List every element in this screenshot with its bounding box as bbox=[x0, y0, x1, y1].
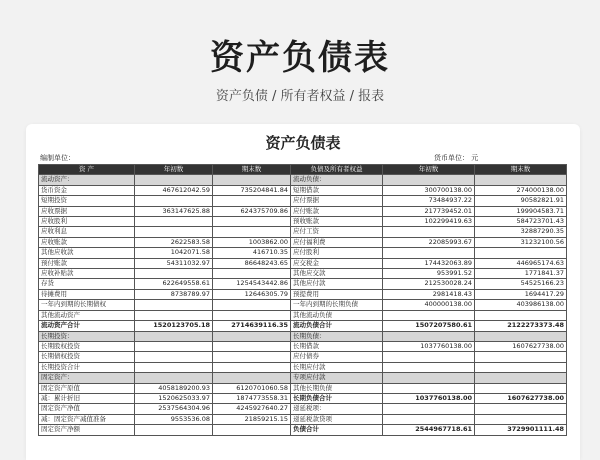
asset-name-cell: 存货 bbox=[39, 279, 135, 289]
liability-begin-cell: 1037760138.00 bbox=[383, 341, 475, 351]
liability-begin-cell bbox=[383, 175, 475, 185]
liability-begin-cell: 1037760138.00 bbox=[383, 393, 475, 403]
liability-name-cell: 短期借款 bbox=[291, 185, 383, 195]
liability-begin-cell bbox=[383, 383, 475, 393]
table-row bbox=[39, 217, 567, 227]
asset-begin-cell: 1520625033.97 bbox=[135, 393, 213, 403]
asset-begin-cell: 1520123705.18 bbox=[135, 321, 213, 331]
asset-name-cell: 短期投资 bbox=[39, 196, 135, 206]
asset-name-cell: 减：累计折旧 bbox=[39, 393, 135, 403]
liability-name-cell: 应付股利 bbox=[291, 248, 383, 258]
liability-name-cell: 长期负债合计 bbox=[291, 393, 383, 403]
table-row bbox=[39, 414, 567, 424]
liability-end-cell: 1607627738.00 bbox=[475, 393, 567, 403]
liability-name-cell: 流动负债： bbox=[291, 175, 383, 185]
currency-label: 货币单位： 元 bbox=[434, 154, 479, 162]
liability-end-cell: 54525166.23 bbox=[475, 279, 567, 289]
table-row bbox=[39, 279, 567, 289]
liability-begin-cell bbox=[383, 414, 475, 424]
asset-name-cell: 应收账款 bbox=[39, 237, 135, 247]
liability-begin-cell bbox=[383, 362, 475, 372]
page-title: 资产负债表 bbox=[210, 38, 390, 78]
liability-end-cell: 3729901111.48 bbox=[475, 425, 567, 435]
liability-end-cell bbox=[475, 373, 567, 383]
table-row bbox=[39, 383, 567, 393]
liability-begin-cell: 2544967718.61 bbox=[383, 425, 475, 435]
asset-end-cell: 6120701060.58 bbox=[213, 383, 291, 393]
liability-end-cell: 199904583.71 bbox=[475, 206, 567, 216]
asset-begin-cell bbox=[135, 341, 213, 351]
table-row bbox=[39, 248, 567, 258]
liability-begin-cell: 73484937.22 bbox=[383, 196, 475, 206]
asset-end-cell bbox=[213, 373, 291, 383]
liability-begin-cell bbox=[383, 404, 475, 414]
table-row bbox=[39, 227, 567, 237]
liability-begin-cell: 212530028.24 bbox=[383, 279, 475, 289]
liability-begin-cell: 217739452.01 bbox=[383, 206, 475, 216]
liability-begin-cell: 1507207580.61 bbox=[383, 321, 475, 331]
liability-begin-cell bbox=[383, 227, 475, 237]
asset-end-cell bbox=[213, 425, 291, 435]
asset-begin-cell bbox=[135, 352, 213, 362]
sheet-card bbox=[26, 124, 580, 460]
asset-name-cell: 固定资产原值 bbox=[39, 383, 135, 393]
liability-name-cell: 流动负债合计 bbox=[291, 321, 383, 331]
table-row bbox=[39, 362, 567, 372]
asset-begin-cell bbox=[135, 217, 213, 227]
liability-begin-cell bbox=[383, 310, 475, 320]
asset-end-cell bbox=[213, 217, 291, 227]
liability-begin-cell: 102299419.63 bbox=[383, 217, 475, 227]
liability-name-cell: 专项应付款 bbox=[291, 373, 383, 383]
liability-end-cell bbox=[475, 248, 567, 258]
liability-end-cell: 2122273373.48 bbox=[475, 321, 567, 331]
liability-name-cell: 负债合计 bbox=[291, 425, 383, 435]
asset-end-cell: 12646305.79 bbox=[213, 289, 291, 299]
asset-end-cell: 21859215.15 bbox=[213, 414, 291, 424]
asset-name-cell: 待摊费用 bbox=[39, 289, 135, 299]
liability-end-cell: 584723701.43 bbox=[475, 217, 567, 227]
asset-name-cell: 一年内到期的长期债权 bbox=[39, 300, 135, 310]
asset-name-cell: 流动资产： bbox=[39, 175, 135, 185]
asset-end-cell: 1874773558.31 bbox=[213, 393, 291, 403]
asset-end-cell bbox=[213, 175, 291, 185]
asset-begin-cell: 2537564304.96 bbox=[135, 404, 213, 414]
liability-begin-cell: 2981418.43 bbox=[383, 289, 475, 299]
asset-begin-cell bbox=[135, 227, 213, 237]
asset-begin-cell: 622649558.61 bbox=[135, 279, 213, 289]
table-row bbox=[39, 404, 567, 414]
section-row bbox=[39, 175, 567, 185]
asset-end-cell: 1003862.00 bbox=[213, 237, 291, 247]
asset-name-cell: 应收补贴款 bbox=[39, 269, 135, 279]
liability-begin-cell bbox=[383, 352, 475, 362]
asset-begin-cell bbox=[135, 362, 213, 372]
asset-name-cell: 减：固定资产减值准备 bbox=[39, 414, 135, 424]
table-row bbox=[39, 310, 567, 320]
asset-begin-cell bbox=[135, 175, 213, 185]
liability-end-cell: 32887290.35 bbox=[475, 227, 567, 237]
asset-end-cell bbox=[213, 227, 291, 237]
liability-end-cell: 90582821.91 bbox=[475, 196, 567, 206]
asset-end-cell bbox=[213, 310, 291, 320]
asset-begin-cell bbox=[135, 310, 213, 320]
table-row bbox=[39, 258, 567, 268]
asset-begin-cell bbox=[135, 331, 213, 341]
asset-end-cell: 4245927640.27 bbox=[213, 404, 291, 414]
page-subtitle: 资产负债 / 所有者权益 / 报表 bbox=[215, 89, 385, 104]
header-liabilities-end: 期末数 bbox=[475, 165, 567, 175]
liability-begin-cell: 300700138.00 bbox=[383, 185, 475, 195]
liability-end-cell bbox=[475, 352, 567, 362]
liability-begin-cell bbox=[383, 248, 475, 258]
liability-name-cell: 其他长期负债 bbox=[291, 383, 383, 393]
asset-end-cell: 416710.35 bbox=[213, 248, 291, 258]
liability-name-cell: 一年内到期的长期负债 bbox=[291, 300, 383, 310]
asset-end-cell: 2714639116.35 bbox=[213, 321, 291, 331]
liability-end-cell: 274000138.00 bbox=[475, 185, 567, 195]
liability-name-cell: 应付福利费 bbox=[291, 237, 383, 247]
asset-begin-cell bbox=[135, 425, 213, 435]
liability-begin-cell bbox=[383, 331, 475, 341]
asset-name-cell: 货币资金 bbox=[39, 185, 135, 195]
asset-end-cell bbox=[213, 341, 291, 351]
asset-name-cell: 其他应收款 bbox=[39, 248, 135, 258]
liability-name-cell: 长期负债： bbox=[291, 331, 383, 341]
liability-end-cell: 446965174.63 bbox=[475, 258, 567, 268]
liability-begin-cell: 174432063.89 bbox=[383, 258, 475, 268]
liability-name-cell: 预提费用 bbox=[291, 289, 383, 299]
liability-begin-cell: 400000138.00 bbox=[383, 300, 475, 310]
liability-name-cell: 应付账款 bbox=[291, 206, 383, 216]
liability-end-cell: 31232100.56 bbox=[475, 237, 567, 247]
liability-end-cell: 1607627738.00 bbox=[475, 341, 567, 351]
table-row bbox=[39, 300, 567, 310]
liability-name-cell: 其他应交款 bbox=[291, 269, 383, 279]
liability-name-cell: 长期借款 bbox=[291, 341, 383, 351]
asset-begin-cell bbox=[135, 373, 213, 383]
total-row bbox=[39, 425, 567, 435]
sheet-title: 资产负债表 bbox=[265, 134, 341, 152]
table-body bbox=[39, 175, 567, 435]
header-liabilities: 负债及所有者权益 bbox=[291, 165, 383, 175]
header-assets-begin: 年初数 bbox=[135, 165, 213, 175]
asset-name-cell: 固定资产： bbox=[39, 373, 135, 383]
asset-end-cell: 735204841.84 bbox=[213, 185, 291, 195]
asset-begin-cell: 467612042.59 bbox=[135, 185, 213, 195]
asset-name-cell: 其他流动资产 bbox=[39, 310, 135, 320]
header-liabilities-begin: 年初数 bbox=[383, 165, 475, 175]
liability-end-cell: 403986138.00 bbox=[475, 300, 567, 310]
header-assets: 资 产 bbox=[39, 165, 135, 175]
sheet-meta bbox=[26, 153, 580, 164]
section-row bbox=[39, 331, 567, 341]
asset-end-cell bbox=[213, 269, 291, 279]
asset-end-cell bbox=[213, 331, 291, 341]
asset-name-cell: 长期股权投资 bbox=[39, 341, 135, 351]
table-row bbox=[39, 237, 567, 247]
unit-label: 编制单位： bbox=[40, 154, 75, 162]
total-row bbox=[39, 321, 567, 331]
asset-name-cell: 固定资产净值 bbox=[39, 404, 135, 414]
asset-begin-cell: 8738789.97 bbox=[135, 289, 213, 299]
asset-end-cell: 86648243.65 bbox=[213, 258, 291, 268]
table-row bbox=[39, 289, 567, 299]
liability-name-cell: 其他应付款 bbox=[291, 279, 383, 289]
asset-begin-cell: 54311032.97 bbox=[135, 258, 213, 268]
section-row bbox=[39, 373, 567, 383]
table-header-row bbox=[39, 165, 567, 175]
asset-name-cell: 流动资产合计 bbox=[39, 321, 135, 331]
table-row bbox=[39, 185, 567, 195]
liability-end-cell bbox=[475, 175, 567, 185]
table-row bbox=[39, 341, 567, 351]
liability-name-cell: 应付债券 bbox=[291, 352, 383, 362]
asset-end-cell: 624375709.86 bbox=[213, 206, 291, 216]
liability-name-cell: 递延税项： bbox=[291, 404, 383, 414]
liability-begin-cell bbox=[383, 373, 475, 383]
asset-begin-cell bbox=[135, 300, 213, 310]
asset-begin-cell: 1042071.58 bbox=[135, 248, 213, 258]
table-row bbox=[39, 269, 567, 279]
asset-name-cell: 固定资产净额 bbox=[39, 425, 135, 435]
liability-name-cell: 长期应付款 bbox=[291, 362, 383, 372]
liability-name-cell: 递延税款贷项 bbox=[291, 414, 383, 424]
total-row bbox=[39, 393, 567, 403]
asset-begin-cell: 9553536.08 bbox=[135, 414, 213, 424]
asset-name-cell: 长期投资： bbox=[39, 331, 135, 341]
table-row bbox=[39, 196, 567, 206]
asset-begin-cell bbox=[135, 269, 213, 279]
liability-name-cell: 应付票据 bbox=[291, 196, 383, 206]
liability-end-cell bbox=[475, 362, 567, 372]
asset-name-cell: 长期投资合计 bbox=[39, 362, 135, 372]
asset-name-cell: 长期债权投资 bbox=[39, 352, 135, 362]
asset-begin-cell bbox=[135, 196, 213, 206]
asset-end-cell bbox=[213, 196, 291, 206]
liability-end-cell bbox=[475, 383, 567, 393]
liability-end-cell bbox=[475, 310, 567, 320]
liability-end-cell: 1694417.29 bbox=[475, 289, 567, 299]
asset-begin-cell: 2622583.58 bbox=[135, 237, 213, 247]
asset-end-cell bbox=[213, 352, 291, 362]
liability-name-cell: 其他流动负债 bbox=[291, 310, 383, 320]
liability-begin-cell: 953991.52 bbox=[383, 269, 475, 279]
table-row bbox=[39, 206, 567, 216]
asset-name-cell: 应收股利 bbox=[39, 217, 135, 227]
asset-end-cell bbox=[213, 362, 291, 372]
asset-begin-cell: 4058189200.93 bbox=[135, 383, 213, 393]
liability-name-cell: 预收账款 bbox=[291, 217, 383, 227]
asset-name-cell: 应收利息 bbox=[39, 227, 135, 237]
liability-end-cell bbox=[475, 414, 567, 424]
table-row bbox=[39, 352, 567, 362]
liability-name-cell: 应付工资 bbox=[291, 227, 383, 237]
asset-end-cell bbox=[213, 300, 291, 310]
liability-end-cell bbox=[475, 331, 567, 341]
liability-end-cell bbox=[475, 404, 567, 414]
asset-name-cell: 预付账款 bbox=[39, 258, 135, 268]
page-banner bbox=[0, 0, 600, 122]
header-assets-end: 期末数 bbox=[213, 165, 291, 175]
liability-name-cell: 应交税金 bbox=[291, 258, 383, 268]
asset-end-cell: 1254543442.86 bbox=[213, 279, 291, 289]
liability-end-cell: 1771841.37 bbox=[475, 269, 567, 279]
asset-begin-cell: 363147625.88 bbox=[135, 206, 213, 216]
asset-name-cell: 应收票据 bbox=[39, 206, 135, 216]
liability-begin-cell: 22085993.67 bbox=[383, 237, 475, 247]
balance-sheet-table bbox=[38, 164, 567, 436]
